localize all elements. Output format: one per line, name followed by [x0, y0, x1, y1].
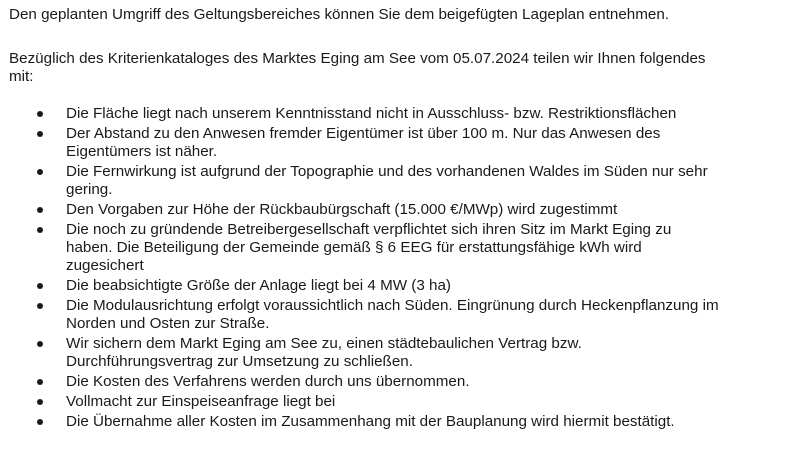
bullet-item — [0, 201, 809, 219]
bullet-item — [0, 297, 809, 333]
bullet-dot-icon — [37, 399, 43, 405]
bullet-text-line: Die Fernwirkung ist aufgrund der Topographie und des vorhandenen Waldes im Süden nur sehr — [66, 163, 708, 180]
bullet-dot-icon — [37, 227, 43, 233]
bullet-text-line: Wir sichern dem Markt Eging am See zu, einen städtebaulichen Vertrag bzw. — [66, 335, 582, 352]
bullet-dot-icon — [37, 169, 43, 175]
bullet-text-line: Eigentümers ist näher. — [66, 143, 218, 160]
bullet-dot-icon — [37, 111, 43, 117]
bullet-item — [0, 393, 809, 411]
bullet-item — [0, 105, 809, 123]
bullet-dot-icon — [37, 341, 43, 347]
bullet-text-line: Norden und Osten zur Straße. — [66, 315, 270, 332]
intro-paragraph-lageplan: Den geplanten Umgriff des Geltungsbereiches können Sie dem beigefügten Lageplan entnehmen. — [9, 6, 669, 23]
bullet-item — [0, 335, 809, 371]
bullet-text-line: Die noch zu gründende Betreibergesellschaft verpflichtet sich ihren Sitz im Markt Eging zu — [66, 221, 672, 238]
bullet-item — [0, 221, 809, 275]
bullet-text-line: Die Übernahme aller Kosten im Zusammenhang mit der Bauplanung wird hiermit bestätigt. — [66, 413, 675, 430]
criteria-bullet-list — [0, 105, 809, 433]
bullet-item — [0, 163, 809, 199]
bullet-text-line: Die Kosten des Verfahrens werden durch uns übernommen. — [66, 373, 470, 390]
bullet-item — [0, 413, 809, 431]
bullet-text-line: Der Abstand zu den Anwesen fremder Eigentümer ist über 100 m. Nur das Anwesen des — [66, 125, 661, 142]
bullet-text-line: haben. Die Beteiligung der Gemeinde gemäß § 6 EEG für erstattungsfähige kWh wird — [66, 239, 642, 256]
bullet-text-line: gering. — [66, 181, 113, 198]
bullet-dot-icon — [37, 419, 43, 425]
intro-paragraph-kriterienkatalog-cont: mit: — [9, 68, 34, 85]
bullet-text-line: zugesichert — [66, 257, 144, 274]
bullet-dot-icon — [37, 379, 43, 385]
intro-paragraph-kriterienkatalog: Bezüglich des Kriterienkataloges des Marktes Eging am See vom 05.07.2024 teilen wir Ihnen folgendes — [9, 50, 706, 67]
bullet-text-line: Die Modulausrichtung erfolgt voraussichtlich nach Süden. Eingrünung durch Heckenpflanzung im — [66, 297, 719, 314]
bullet-item — [0, 373, 809, 391]
bullet-dot-icon — [37, 283, 43, 289]
bullet-dot-icon — [37, 303, 43, 309]
bullet-text-line: Den Vorgaben zur Höhe der Rückbaubürgschaft (15.000 €/MWp) wird zugestimmt — [66, 201, 618, 218]
bullet-dot-icon — [37, 131, 43, 137]
bullet-text-line: Durchführungsvertrag zur Umsetzung zu schließen. — [66, 353, 413, 370]
bullet-item — [0, 277, 809, 295]
bullet-text-line: Vollmacht zur Einspeiseanfrage liegt bei — [66, 393, 336, 410]
bullet-text-line: Die beabsichtigte Größe der Anlage liegt bei 4 MW (3 ha) — [66, 277, 451, 294]
bullet-dot-icon — [37, 207, 43, 213]
bullet-text-line: Die Fläche liegt nach unserem Kenntnisstand nicht in Ausschluss- bzw. Restriktionsflächen — [66, 105, 677, 122]
bullet-item — [0, 125, 809, 161]
